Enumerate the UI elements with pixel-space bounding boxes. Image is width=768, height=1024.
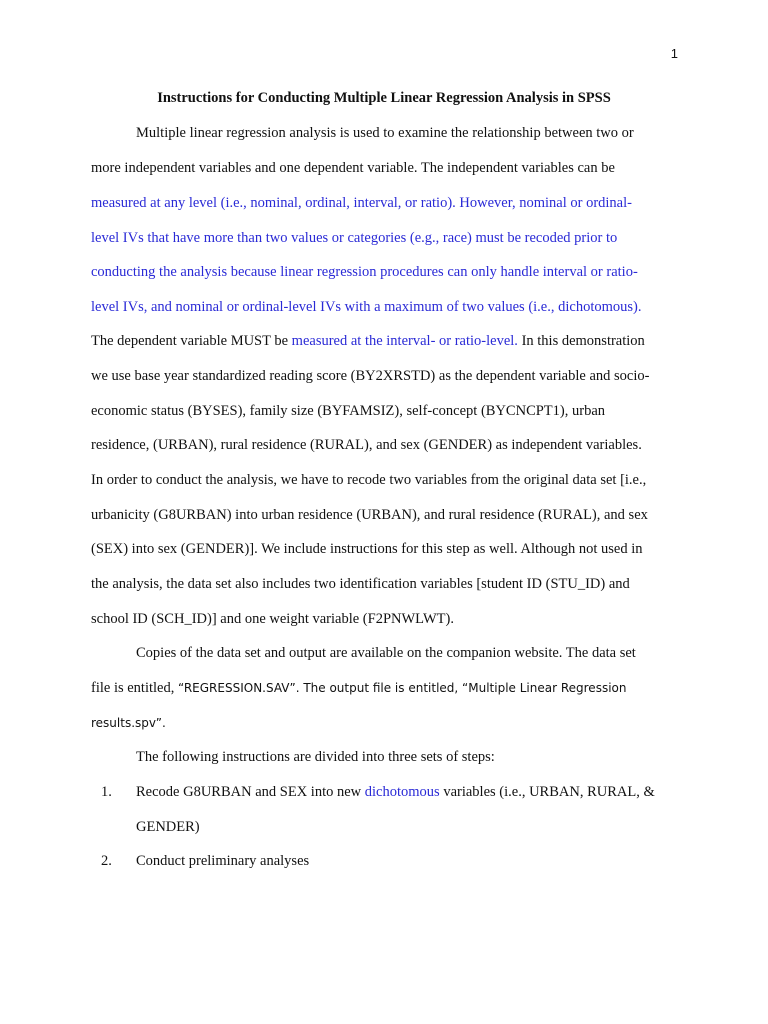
dichotomous-term: dichotomous [364,784,440,800]
paragraph-1-line-6: level IVs, and nominal or ordinal-level IVs with a maximum of two values (i.e., dichotomous). [91,299,642,315]
list-item-2-number: 2. [101,853,112,869]
page-number: 1 [670,46,678,61]
paragraph-1-line-1: Multiple linear regression analysis is used to examine the relationship between two or [136,125,634,141]
paragraph-2-line-3: results.spv”. [91,716,166,730]
paragraph-1-line-11: In order to conduct the analysis, we have to recode two variables from the original data set [i.e., [91,472,647,488]
paragraph-3-line-1: The following instructions are divided into three sets of steps: [136,749,495,765]
paragraph-1-line-15: school ID (SCH_ID)] and one weight variable (F2PNWLWT). [91,611,454,627]
paragraph-1-line-14: the analysis, the data set also includes two identification variables [student ID (STU_ID) and [91,576,630,592]
list-item-1-line-1 [136,784,655,801]
paragraph-1-line-5: conducting the analysis because linear regression procedures can only handle interval or ratio- [91,264,638,280]
paragraph-2-line-2 [91,680,626,697]
file-names-text: “REGRESSION.SAV”. The output file is entitled, “Multiple Linear Regression [177,681,627,695]
item-1-start: Recode G8URBAN and SEX into new [136,784,365,800]
list-item-1-line-2: GENDER) [136,819,200,835]
paragraph-1-line-9: economic status (BYSES), family size (BYFAMSIZ), self-concept (BYCNCPT1), urban [91,403,605,419]
paragraph-1-line-10: residence, (URBAN), rural residence (RURAL), and sex (GENDER) as independent variables. [91,437,642,453]
highlighted-phrase: measured at the interval- or ratio-level. [291,333,518,349]
paragraph-1-line-13: (SEX) into sex (GENDER)]. We include instructions for this step as well. Although not used in [91,541,643,557]
list-item-1-number: 1. [101,784,112,800]
line-2-start: file is entitled, [91,680,178,696]
paragraph-1-line-2: more independent variables and one dependent variable. The independent variables can be [91,160,615,176]
document-title: Instructions for Conducting Multiple Linear Regression Analysis in SPSS [157,90,611,106]
paragraph-1-line-12: urbanicity (G8URBAN) into urban residence (URBAN), and rural residence (RURAL), and sex [91,507,648,523]
line-7-start: The dependent variable MUST be [91,333,292,349]
list-item-2-line-1: Conduct preliminary analyses [136,853,310,869]
paragraph-2-line-1: Copies of the data set and output are available on the companion website. The data set [136,645,636,661]
paragraph-1-line-7 [91,333,645,350]
paragraph-1-line-3: measured at any level (i.e., nominal, ordinal, interval, or ratio). However, nominal or ordinal- [91,195,632,211]
paragraph-1-line-8: we use base year standardized reading score (BY2XRSTD) as the dependent variable and socio- [91,368,650,384]
line-7-end: In this demonstration [517,333,645,349]
item-1-end: variables (i.e., URBAN, RURAL, & [439,784,655,800]
paragraph-1-line-4: level IVs that have more than two values or categories (e.g., race) must be recoded prior to [91,230,618,246]
